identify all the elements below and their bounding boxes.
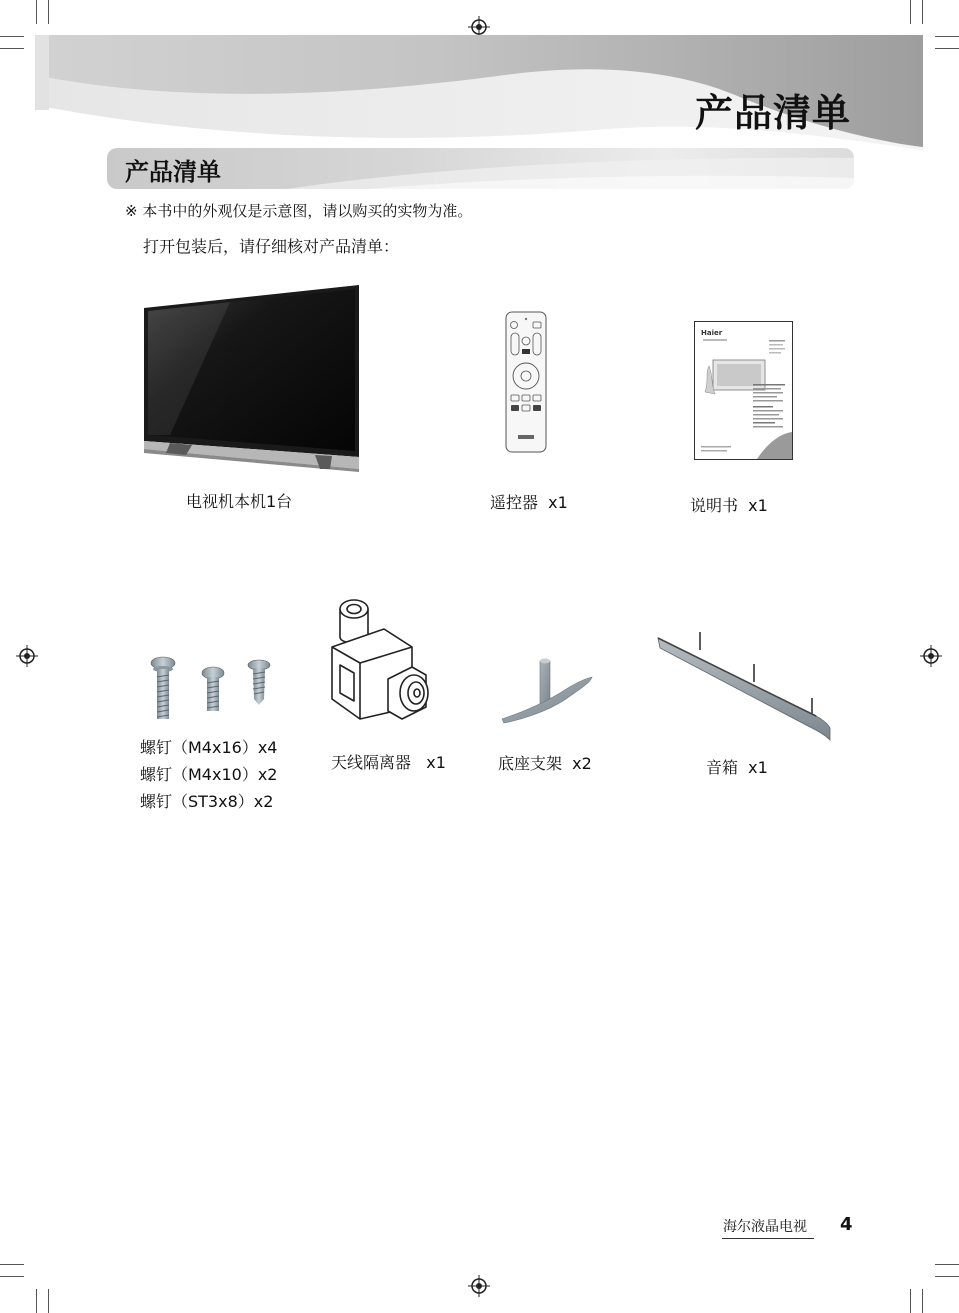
stand-caption: 底座支架 x2	[498, 754, 592, 773]
stand-illustration	[500, 655, 594, 725]
tv-illustration	[140, 283, 364, 473]
screw-caption-1: 螺钉（M4x16）x4	[140, 738, 278, 757]
speaker-caption: 音箱 x1	[706, 758, 768, 777]
manual-logo: Haier	[701, 329, 723, 337]
remote-caption: 遥控器 x1	[490, 493, 568, 512]
footer-underline	[722, 1238, 814, 1239]
page-number: 4	[840, 1214, 853, 1235]
remote-illustration	[505, 311, 547, 453]
registration-mark-right	[920, 645, 942, 667]
disclaimer-note: ※ 本书中的外观仅是示意图，请以购买的实物为准。	[125, 202, 473, 220]
page-title: 产品清单	[694, 91, 851, 135]
screw-caption-2: 螺钉（M4x10）x2	[140, 765, 278, 784]
manual-caption: 说明书 x1	[690, 496, 768, 515]
tv-caption: 电视机本机1台	[186, 492, 293, 511]
registration-mark-left	[16, 645, 38, 667]
manual-illustration	[694, 321, 793, 460]
footer-brand: 海尔液晶电视	[723, 1219, 807, 1235]
registration-mark-bottom	[468, 1275, 490, 1297]
instruction-note: 打开包装后，请仔细核对产品清单：	[143, 237, 400, 256]
section-title: 产品清单	[125, 158, 221, 186]
speaker-bar-illustration	[656, 628, 832, 744]
isolator-caption: 天线隔离器 x1	[331, 753, 446, 772]
screws-illustration	[145, 655, 275, 723]
antenna-isolator-illustration	[328, 595, 434, 721]
screw-caption-3: 螺钉（ST3x8）x2	[140, 792, 274, 811]
